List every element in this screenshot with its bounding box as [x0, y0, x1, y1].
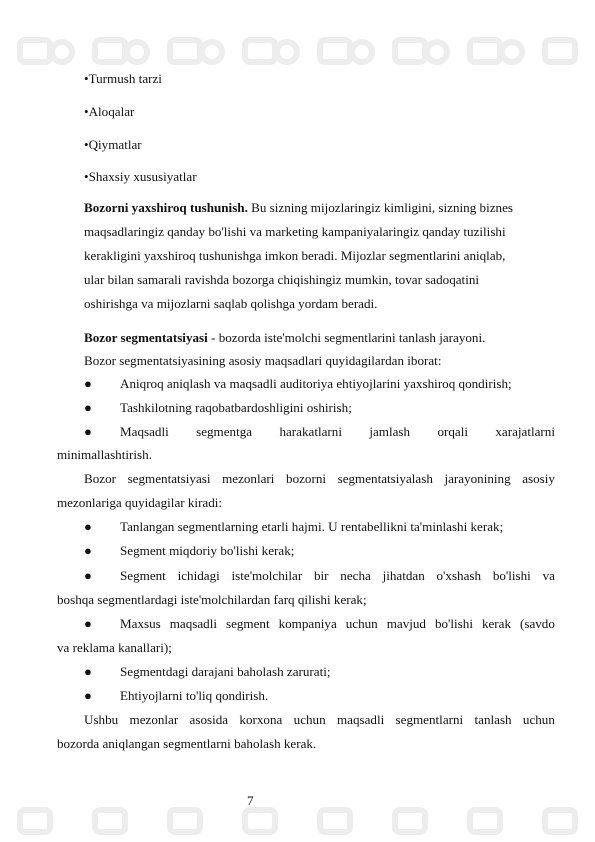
list-item: [0, 167, 595, 187]
bullet-icon: ●: [84, 568, 92, 583]
bullet-icon: ●: [84, 424, 92, 439]
paragraph-line: bozorda aniqlangan segmentlarni baholash kerak.: [57, 736, 317, 751]
bullet-icon: ●: [84, 664, 92, 679]
paragraph-line: mezonlariga quyidagilar kiradi:: [57, 495, 223, 510]
bullet-icon: ●: [84, 376, 92, 391]
paragraph-text: Bu sizning mijozlaringiz kimligini, sizning biznes: [247, 200, 513, 215]
paragraph-line: [0, 469, 595, 489]
list-item: [0, 102, 595, 122]
list-item: ● Ehtiyojlarni to'liq qondirish.: [0, 686, 595, 706]
list-item: ● Aniqroq aniqlash va maqsadli auditoriya ehtiyojlarini yaxshiroq qondirish;: [0, 374, 595, 394]
paragraph-line: kerakligini yaxshiroq tushunishga imkon beradi. Mijozlar segmentlarini aniqlab,: [84, 248, 506, 263]
justified-line: Ushbu mezonlar asosida korxona uchun maqsadli segmentlarni tanlash uchun: [84, 712, 555, 727]
list-item: [0, 69, 595, 89]
list-item-text: •Aloqalar: [84, 104, 135, 119]
paragraph-line: [0, 198, 595, 218]
definition-line: [0, 328, 595, 348]
list-item: ● Tanlangan segmentlarning etarli hajmi. U rentabellikni ta'minlashi kerak;: [0, 517, 595, 537]
list-item-text: •Shaxsiy xususiyatlar: [84, 169, 197, 184]
justified-line: Segment ichidagi iste'molchilar bir necha jihatdan o'xshash bo'lishi va: [120, 568, 555, 583]
justified-line: Maqsadli segmentga harakatlarni jamlash orqali xarajatlarni: [120, 424, 555, 439]
bullet-icon: ●: [84, 616, 92, 631]
bullet-icon: ●: [84, 400, 92, 415]
bullet-icon: ●: [84, 543, 92, 558]
bold-term: Bozorni yaxshiroq tushunish.: [84, 200, 248, 215]
justified-line: Maxsus maqsadli segment kompaniya uchun mavjud bo'lishi kerak (savdo: [120, 616, 555, 631]
list-item: [0, 614, 595, 634]
paragraph-line: minimallashtirish.: [57, 447, 152, 462]
list-item: ● Segment miqdoriy bo'lishi kerak;: [0, 541, 595, 561]
list-item: ● Segmentdagi darajani baholash zarurati;: [0, 662, 595, 682]
bold-term: Bozor segmentatsiyasi: [84, 330, 208, 345]
paragraph-line: oshirishga va mijozlarni saqlab qolishga yordam beradi.: [84, 296, 378, 311]
paragraph-line: [0, 710, 595, 730]
bullet-icon: ●: [84, 519, 92, 534]
list-item: [0, 135, 595, 155]
paragraph-line: va reklama kanallari);: [57, 640, 172, 655]
list-item: [0, 422, 595, 442]
list-item-text: •Qiymatlar: [84, 137, 142, 152]
paragraph-line: maqsadlaringiz qanday bo'lishi va marketing kampaniyalaringiz qanday tuzilishi: [84, 224, 506, 239]
bullet-icon: ●: [84, 688, 92, 703]
page-number: 7: [247, 793, 254, 808]
definition-text: - bozorda iste'molchi segmentlarini tanlash jarayoni.: [207, 330, 486, 345]
paragraph-line: Bozor segmentatsiyasining asosiy maqsadlari quyidagilardan iborat:: [84, 353, 442, 368]
list-item: ● Tashkilotning raqobatbardoshligini oshirish;: [0, 398, 595, 418]
paragraph-line: boshqa segmentlardagi iste'molchilardan farq qilishi kerak;: [57, 592, 367, 607]
justified-line: Bozor segmentatsiyasi mezonlari bozorni segmentatsiyalash jarayonining asosiy: [84, 471, 555, 486]
paragraph-line: ular bilan samarali ravishda bozorga chiqishingiz mumkin, tovar sadoqatini: [84, 272, 480, 287]
list-item-text: •Turmush tarzi: [84, 71, 162, 86]
list-item: [0, 566, 595, 586]
